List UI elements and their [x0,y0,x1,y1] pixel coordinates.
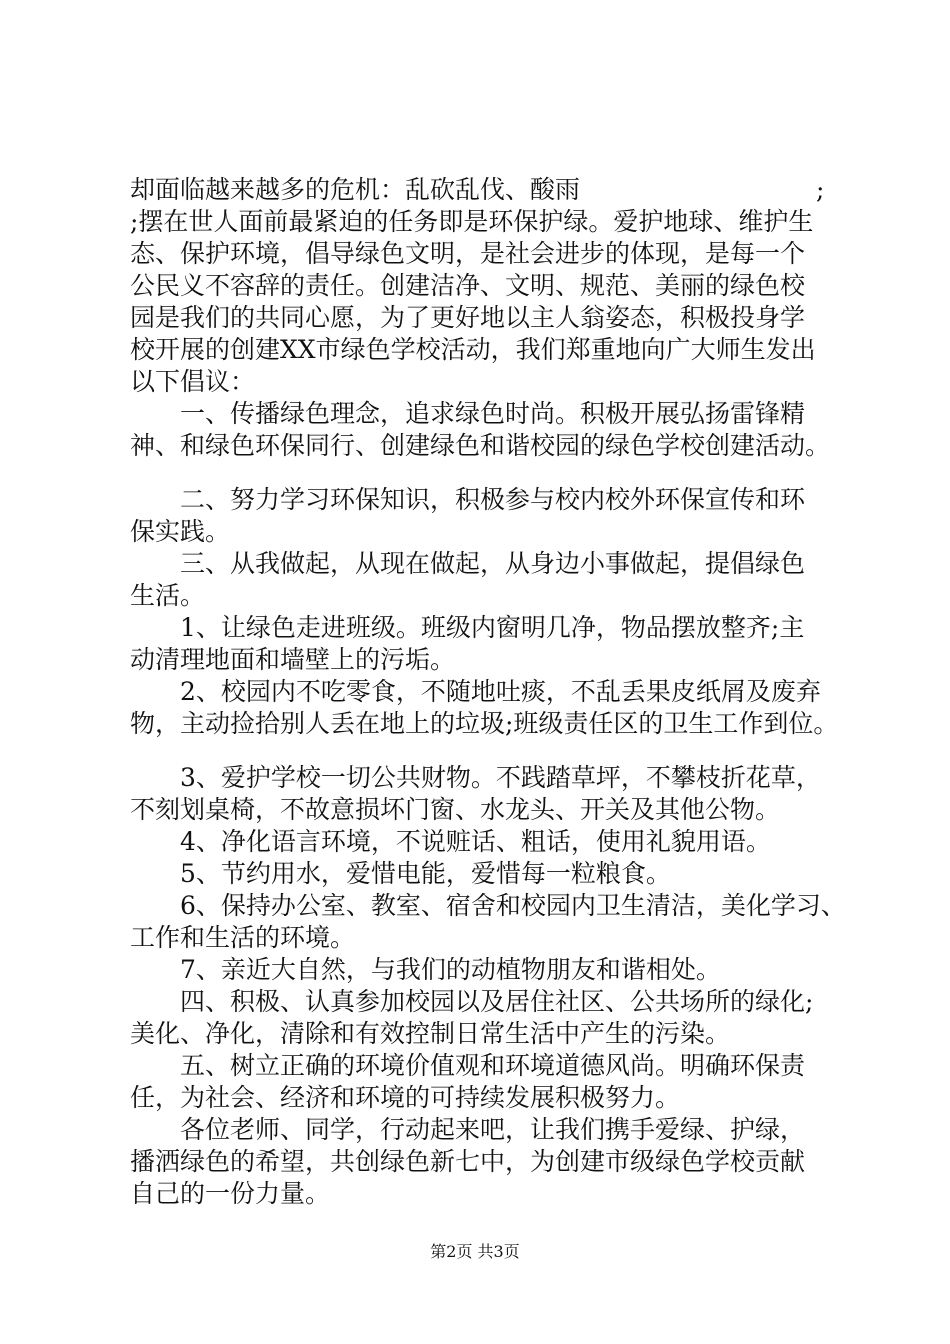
text-line-31: 自己的一份力量。 [130,1179,331,1208]
text-line-25: 四、积极、认真参加校园以及居住社区、公共场所的绿化; [130,987,814,1016]
text-line-16: 2、校园内不吃零食，不随地吐痰，不乱丢果皮纸屑及废弃 [130,677,821,706]
text-line-6: 校开展的创建XX市绿色学校活动，我们郑重地向广大师生发出 [130,335,816,364]
text-line-10: 二、努力学习环保知识，积极参与校内校外环保宣传和环 [130,485,806,514]
text-line-1: 却面临越来越多的危机：乱砍乱伐、酸雨 [130,175,581,204]
text-line-7: 以下倡议： [130,367,256,396]
text-line-14: 1、让绿色走进班级。班级内窗明几净，物品摆放整齐;主 [130,613,805,642]
text-line-21: 5、节约用水，爱惜电能，爱惜每一粒粮食。 [130,859,671,888]
text-line-12: 三、从我做起，从现在做起，从身边小事做起，提倡绿色 [130,549,806,578]
text-line-23: 工作和生活的环境。 [130,923,356,952]
page-number-footer: 第2页 共3页 [430,1242,520,1261]
text-line-30: 播洒绿色的希望，共创绿色新七中，为创建市级绿色学校贡献 [130,1147,806,1176]
text-line-18: 3、爱护学校一切公共财物。不践踏草坪，不攀枝折花草， [130,763,821,792]
text-line-4: 公民义不容辞的责任。创建洁净、文明、规范、美丽的绿色校 [130,271,806,300]
text-line-15: 动清理地面和墙壁上的污垢。 [130,645,456,674]
text-line-28: 任，为社会、经济和环境的可持续发展积极努力。 [130,1083,681,1112]
text-line-19: 不刻划桌椅，不故意损坏门窗、水龙头、开关及其他公物。 [130,795,781,824]
text-line-29: 各位老师、同学，行动起来吧，让我们携手爱绿、护绿， [130,1115,806,1144]
text-line-13: 生活。 [130,581,206,610]
trailing-semicolon: ; [816,175,825,204]
text-line-24: 7、亲近大自然，与我们的动植物朋友和谐相处。 [130,955,721,984]
text-line-5: 园是我们的共同心愿，为了更好地以主人翁姿态，积极投身学 [130,303,806,332]
text-line-8: 一、传播绿色理念，追求绿色时尚。积极开展弘扬雷锋精 [130,399,806,428]
text-line-22: 6、保持办公室、教室、宿舍和校园内卫生清洁，美化学习、 [130,891,846,920]
text-line-20: 4、净化语言环境，不说赃话、粗话，使用礼貌用语。 [130,827,771,856]
text-line-26: 美化、净化，清除和有效控制日常生活中产生的污染。 [130,1019,731,1048]
text-line-9: 神、和绿色环保同行、创建绿色和谐校园的绿色学校创建活动。 [130,431,831,460]
text-line-11: 保实践。 [130,517,231,546]
text-line-2: ;摆在世人面前最紧迫的任务即是环保护绿。爱护地球、维护生 [130,207,814,236]
text-line-3: 态、保护环境，倡导绿色文明，是社会进步的体现，是每一个 [130,239,806,268]
text-line-27: 五、树立正确的环境价值观和环境道德风尚。明确环保责 [130,1051,806,1080]
text-line-17: 物，主动捡拾别人丢在地上的垃圾;班级责任区的卫生工作到位。 [130,709,839,738]
